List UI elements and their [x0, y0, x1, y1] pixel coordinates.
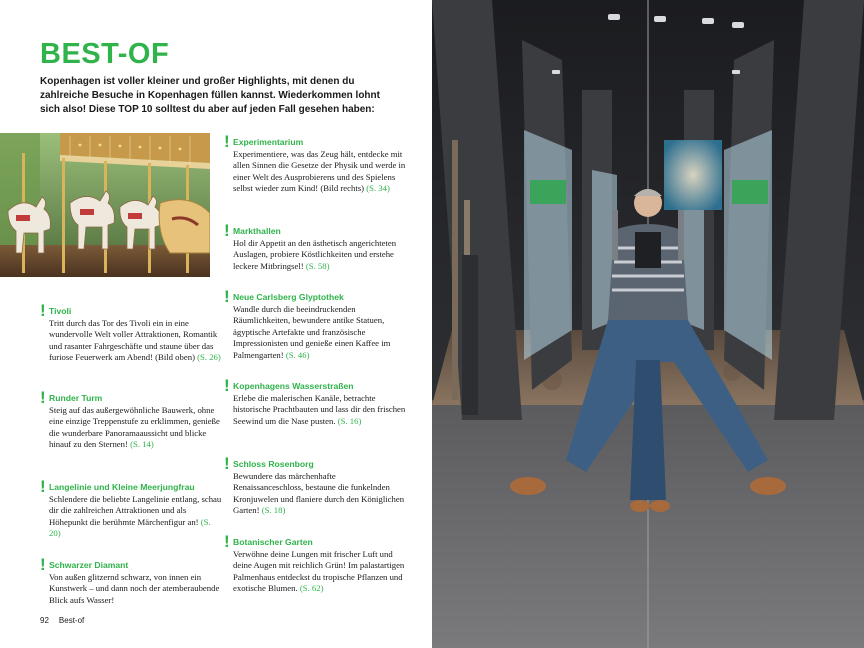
- entry-body: Tritt durch das Tor des Tivoli ein in eine wundervolle Welt voller Attraktionen, Romantik und rasanter Fahrgeschäfte und staune über das furiose Feuerwerk am Abend! (Bild oben) (S. 26): [49, 318, 221, 363]
- exclamation-icon: !: [224, 376, 230, 395]
- page-reference[interactable]: (S. 14): [130, 439, 154, 450]
- page-reference[interactable]: (S. 20): [49, 516, 211, 539]
- entry-body: Von außen glitzernd schwarz, von innen ein Kunstwerk – und dann noch der atemberaubende Blick aufs Wasser!: [49, 572, 220, 605]
- exclamation-icon: !: [40, 388, 46, 407]
- experimentarium-photo: [432, 0, 864, 648]
- right-page: [432, 0, 864, 648]
- entry-body: Wandle durch die beeindruckenden Räumlichkeiten, bewundere antike Statuen, ägyptische Artefakte und französische Impressionisten und genieße einen Kaffee im Palmengarten! (S. 46): [233, 304, 391, 360]
- entry-body: Bewundere das märchenhafte Renaissanceschloss, bestaune die funkelnden Kronjuwelen und flaniere durch den Königlichen Garten! (S. 18): [233, 471, 405, 516]
- entry-runder-turm: [40, 388, 224, 451]
- entry-heading: Runder Turm: [49, 393, 103, 403]
- entry-heading: Neue Carlsberg Glyptothek: [233, 292, 344, 302]
- section-name: Best-of: [58, 616, 85, 625]
- exclamation-icon: !: [224, 132, 230, 151]
- entry-langelinie: [40, 477, 224, 540]
- entry-experimentarium: [224, 132, 408, 195]
- entry-markthallen: [224, 221, 408, 272]
- page-number: 92: [40, 616, 49, 625]
- entry-body: Hol dir Appetit an den ästhetisch angerichteten Auslagen, probiere Köstlichkeiten und erstehe leckere Mitbringsel! (S. 58): [233, 238, 397, 271]
- entry-body: Experimentiere, was das Zeug hält, entdecke mit allen Sinnen die Gesetze der Physik und werde in einer Welt des Ausprobierens und des Spielens selbst wieder zum Kind! (Bild rechts) (S. 34): [233, 149, 406, 194]
- entry-rosenborg: [224, 454, 408, 517]
- entry-body: Verwöhne deine Lungen mit frischer Luft und deine Augen mit reichlich Grün! Im palastartigen Palmenhaus entdeckst du tropische Pflanzen und exotische Blumen. (S. 62): [233, 549, 405, 594]
- carousel-photo: [0, 133, 210, 277]
- entry-body: Steig auf das außergewöhnliche Bauwerk, ohne eine einzige Treppenstufe zu erklimmen, genieße die wunderbare Panoramaaussicht und blicke hinauf zu den Sternen! (S. 14): [49, 405, 220, 450]
- entry-heading: Markthallen: [233, 226, 281, 236]
- page-reference[interactable]: (S. 58): [305, 260, 330, 271]
- entry-heading: Experimentarium: [233, 137, 304, 147]
- exclamation-icon: !: [224, 454, 230, 473]
- entry-glyptothek: [224, 287, 408, 361]
- exclamation-icon: !: [40, 301, 46, 320]
- entry-wasserstrassen: [224, 376, 408, 427]
- page-reference[interactable]: (S. 16): [337, 415, 362, 426]
- entry-heading: Schloss Rosenborg: [233, 459, 314, 469]
- exclamation-icon: !: [224, 287, 230, 306]
- entry-body: Erlebe die malerischen Kanäle, betrachte historische Prachtbauten und lass dir den frischen Seewind um die Nase pusten. (S. 16): [233, 393, 406, 426]
- entry-heading: Langelinie und Kleine Meerjungfrau: [49, 482, 195, 492]
- exclamation-icon: !: [40, 555, 46, 574]
- entry-heading: Kopenhagens Wasserstraßen: [233, 381, 354, 391]
- entry-botanischer-garten: [224, 532, 408, 595]
- exclamation-icon: !: [224, 532, 230, 551]
- page-reference[interactable]: (S. 34): [366, 183, 390, 194]
- entry-heading: Tivoli: [49, 306, 72, 316]
- entry-heading: Botanischer Garten: [233, 537, 313, 547]
- entry-schwarzer-diamant: [40, 555, 224, 606]
- intro-text: Kopenhagen ist voller kleiner und großer Highlights, mit denen du zahlreiche Besuche in Kopenhagen füllen kannst. Wiederkommen lohnt sich also! Diese TOP 10 solltest du aber auf jeden Fall gesehen haben:: [40, 76, 380, 115]
- exclamation-icon: !: [40, 477, 46, 496]
- entry-body: Schlendere die beliebte Langelinie entlang, schau dir die zahlreichen Attraktionen und als Höhepunkt die berühmte Märchenfigur an! (S. 20): [49, 494, 222, 539]
- exclamation-icon: !: [224, 221, 230, 240]
- page-reference[interactable]: (S. 18): [261, 505, 286, 516]
- page-reference[interactable]: (S. 26): [197, 352, 221, 363]
- entry-tivoli: [40, 301, 224, 364]
- page-title: BEST-OF: [40, 38, 170, 70]
- page-reference[interactable]: (S. 46): [285, 349, 310, 360]
- page-reference[interactable]: (S. 62): [299, 583, 324, 594]
- page-footer: [40, 616, 84, 625]
- entry-heading: Schwarzer Diamant: [49, 560, 129, 570]
